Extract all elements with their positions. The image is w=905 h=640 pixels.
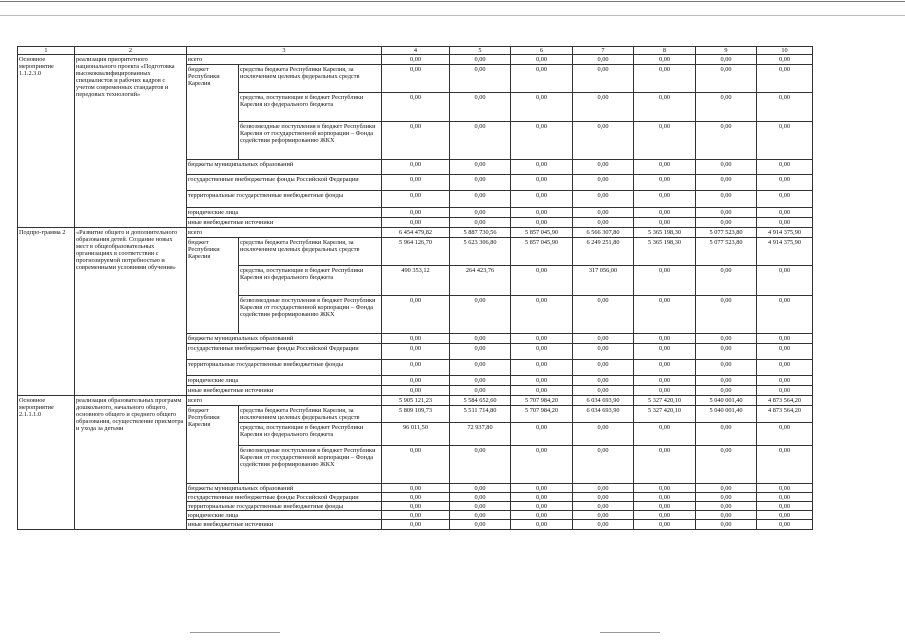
bottom-scan-mark [600,632,660,633]
value-cell: 0,00 [511,191,573,208]
value-cell: 0,00 [696,208,757,218]
value-cell: 0,00 [450,160,511,175]
table-row [18,228,813,238]
value-cell: 0,00 [634,208,696,218]
value-cell: 5 040 001,40 [696,396,757,406]
value-cell: 0,00 [511,65,573,93]
value-cell: 0,00 [757,484,813,493]
header-cell: 10 [757,47,813,55]
value-cell: 0,00 [450,511,511,520]
value-cell: 0,00 [382,520,450,529]
source-cell: территориальные государственные внебюджетные фонды [187,502,382,511]
value-cell: 0,00 [511,175,573,191]
value-cell: 0,00 [696,191,757,208]
value-cell: 0,00 [696,376,757,386]
source-cell: средства, поступающие в бюджет Республики Карелия из федерального бюджета [239,266,382,296]
value-cell: 0,00 [573,360,634,376]
value-cell: 317 056,00 [573,266,634,296]
value-cell: 0,00 [511,502,573,511]
value-cell: 0,00 [634,65,696,93]
value-cell: 0,00 [450,484,511,493]
value-cell: 0,00 [511,93,573,122]
budget-group-cell: бюджет Республики Карелия [187,65,239,160]
value-cell: 0,00 [634,93,696,122]
source-cell: территориальные государственные внебюджетные фонды [187,360,382,376]
value-cell: 72 937,80 [450,423,511,446]
status-cell: Подпро-грамма 2 [18,228,75,396]
value-cell: 0,00 [573,344,634,360]
value-cell: 0,00 [450,218,511,228]
value-cell: 0,00 [450,122,511,160]
value-cell: 0,00 [573,191,634,208]
value-cell: 0,00 [450,334,511,344]
value-cell: 0,00 [573,296,634,334]
value-cell: 0,00 [573,65,634,93]
value-cell: 0,00 [573,175,634,191]
status-cell: Основное мероприятие 1.1.2.3.0 [18,55,75,228]
value-cell: 5 707 984,20 [511,406,573,423]
table-row [18,396,813,406]
value-cell: 0,00 [573,446,634,484]
value-cell: 0,00 [757,160,813,175]
value-cell: 5 857 045,90 [511,228,573,238]
value-cell: 0,00 [634,266,696,296]
value-cell: 0,00 [696,334,757,344]
value-cell: 0,00 [696,386,757,396]
value-cell: 0,00 [511,446,573,484]
value-cell: 0,00 [450,502,511,511]
value-cell: 0,00 [634,334,696,344]
value-cell: 0,00 [696,511,757,520]
value-cell: 0,00 [573,208,634,218]
value-cell: 0,00 [634,191,696,208]
value-cell: 0,00 [757,446,813,484]
value-cell: 0,00 [511,344,573,360]
value-cell: 0,00 [382,386,450,396]
value-cell: 0,00 [634,344,696,360]
value-cell: 5 511 714,80 [450,406,511,423]
value-cell: 0,00 [696,160,757,175]
value-cell: 0,00 [757,93,813,122]
value-cell: 0,00 [757,423,813,446]
value-cell: 0,00 [757,360,813,376]
source-cell: средства, поступающие в бюджет Республики Карелия из федерального бюджета [239,423,382,446]
source-cell: юридические лица [187,208,382,218]
value-cell: 0,00 [634,386,696,396]
value-cell: 0,00 [757,334,813,344]
budget-table [17,46,813,530]
source-cell: средства бюджета Республики Карелия, за исключением целевых федеральных средств [239,238,382,266]
source-cell: всего [187,55,382,65]
value-cell: 0,00 [696,296,757,334]
value-cell: 0,00 [634,160,696,175]
value-cell: 0,00 [634,122,696,160]
name-cell: реализация приоритетного национального проекта «Подготовка высококвалифицированных специалистов и рабочих кадров с учетом современных стандартов и передовых технологий» [75,55,187,228]
source-cell: бюджеты муниципальных образований [187,484,382,493]
value-cell: 0,00 [634,446,696,484]
source-cell: иные внебюджетные источники [187,386,382,396]
value-cell: 0,00 [511,55,573,65]
value-cell: 0,00 [450,520,511,529]
value-cell: 0,00 [573,122,634,160]
value-cell: 0,00 [696,493,757,502]
source-cell: государственные внебюджетные фонды Российской Федерации [187,344,382,360]
value-cell: 0,00 [573,55,634,65]
value-cell: 0,00 [382,502,450,511]
value-cell: 0,00 [573,484,634,493]
value-cell: 0,00 [634,511,696,520]
value-cell: 0,00 [450,55,511,65]
value-cell: 0,00 [382,175,450,191]
value-cell: 0,00 [634,218,696,228]
value-cell: 0,00 [382,493,450,502]
value-cell: 0,00 [634,484,696,493]
header-cell: 9 [696,47,757,55]
value-cell: 0,00 [382,484,450,493]
value-cell: 0,00 [511,160,573,175]
value-cell: 0,00 [573,160,634,175]
source-cell: безвозмездные поступления в бюджет Республики Карелия от государственной корпорации – Фонда содействия реформированию ЖКХ [239,122,382,160]
value-cell: 0,00 [573,386,634,396]
value-cell: 5 077 523,80 [696,228,757,238]
value-cell: 0,00 [382,511,450,520]
value-cell: 0,00 [450,446,511,484]
header-cell: 4 [382,47,450,55]
value-cell: 0,00 [382,122,450,160]
value-cell: 0,00 [696,266,757,296]
value-cell: 5 905 121,23 [382,396,450,406]
value-cell: 0,00 [634,360,696,376]
value-cell: 0,00 [573,376,634,386]
value-cell: 5 365 198,30 [634,238,696,266]
value-cell: 0,00 [696,55,757,65]
value-cell: 0,00 [573,520,634,529]
value-cell: 5 040 001,40 [696,406,757,423]
value-cell: 0,00 [450,376,511,386]
value-cell: 0,00 [382,360,450,376]
value-cell: 0,00 [757,208,813,218]
value-cell: 0,00 [696,484,757,493]
value-cell: 0,00 [757,55,813,65]
value-cell: 4 873 564,20 [757,396,813,406]
value-cell: 0,00 [511,520,573,529]
value-cell: 0,00 [634,520,696,529]
name-cell: реализация образовательных программ дошкольного, начального общего, основного общего и среднего общего образования, осуществление присмотра и ухода за детьми [75,396,187,529]
value-cell: 0,00 [382,334,450,344]
value-cell: 0,00 [511,266,573,296]
value-cell: 264 423,76 [450,266,511,296]
top-scan-line [0,15,905,16]
value-cell: 6 034 693,90 [573,396,634,406]
value-cell: 6 034 693,90 [573,406,634,423]
value-cell: 0,00 [511,334,573,344]
value-cell: 0,00 [634,423,696,446]
value-cell: 0,00 [573,334,634,344]
value-cell: 0,00 [757,493,813,502]
source-cell: иные внебюджетные источники [187,520,382,529]
value-cell: 0,00 [450,493,511,502]
value-cell: 0,00 [634,376,696,386]
value-cell: 0,00 [757,65,813,93]
source-cell: бюджеты муниципальных образований [187,334,382,344]
name-cell: «Развитие общего и дополнительного образования детей. Создание новых мест в общеобразовательных организациях в соответствии с прогнозируемой потребностью и современными условиями обучения» [75,228,187,396]
value-cell: 490 353,12 [382,266,450,296]
value-cell: 0,00 [382,160,450,175]
value-cell: 0,00 [450,344,511,360]
header-cell: 5 [450,47,511,55]
source-cell: государственные внебюджетные фонды Российской Федерации [187,493,382,502]
value-cell: 5 327 420,10 [634,396,696,406]
header-cell: 6 [511,47,573,55]
value-cell: 0,00 [696,93,757,122]
source-cell: бюджеты муниципальных образований [187,160,382,175]
bottom-scan-mark [190,632,280,633]
top-scan-edge [0,1,905,2]
value-cell: 0,00 [757,386,813,396]
value-cell: 0,00 [757,191,813,208]
source-cell: территориальные государственные внебюджетные фонды [187,191,382,208]
header-cell: 8 [634,47,696,55]
value-cell: 0,00 [382,55,450,65]
value-cell: 0,00 [573,218,634,228]
value-cell: 4 873 564,20 [757,406,813,423]
value-cell: 0,00 [696,502,757,511]
value-cell: 0,00 [573,502,634,511]
value-cell: 0,00 [382,446,450,484]
source-cell: юридические лица [187,511,382,520]
value-cell: 0,00 [382,344,450,360]
value-cell: 0,00 [511,218,573,228]
source-cell: всего [187,228,382,238]
value-cell: 4 914 375,90 [757,228,813,238]
value-cell: 0,00 [450,208,511,218]
value-cell: 0,00 [634,493,696,502]
value-cell: 5 707 984,20 [511,396,573,406]
value-cell: 0,00 [573,493,634,502]
value-cell: 0,00 [511,511,573,520]
header-cell: 2 [75,47,187,55]
value-cell: 0,00 [450,65,511,93]
value-cell: 0,00 [450,360,511,376]
value-cell: 0,00 [511,423,573,446]
value-cell: 96 011,50 [382,423,450,446]
value-cell: 5 365 198,30 [634,228,696,238]
value-cell: 0,00 [450,296,511,334]
value-cell: 0,00 [382,65,450,93]
source-cell: государственные внебюджетные фонды Российской Федерации [187,175,382,191]
budget-group-cell: бюджет Республики Карелия [187,238,239,334]
value-cell: 0,00 [696,122,757,160]
value-cell: 0,00 [757,520,813,529]
value-cell: 0,00 [634,296,696,334]
value-cell: 0,00 [511,386,573,396]
value-cell: 0,00 [757,175,813,191]
value-cell: 0,00 [696,218,757,228]
source-cell: средства бюджета Республики Карелия, за исключением целевых федеральных средств [239,65,382,93]
value-cell: 0,00 [511,376,573,386]
value-cell: 0,00 [634,502,696,511]
source-cell: безвозмездные поступления в бюджет Республики Карелия от государственной корпорации – Фонда содействия реформированию ЖКХ [239,296,382,334]
value-cell: 5 077 523,80 [696,238,757,266]
value-cell: 5 857 045,90 [511,238,573,266]
table-row [18,55,813,65]
value-cell: 5 584 652,60 [450,396,511,406]
value-cell: 0,00 [757,502,813,511]
value-cell: 0,00 [382,93,450,122]
value-cell: 0,00 [696,520,757,529]
value-cell: 0,00 [634,175,696,191]
value-cell: 5 964 126,70 [382,238,450,266]
header-row [18,47,813,55]
value-cell: 0,00 [757,218,813,228]
value-cell: 0,00 [696,175,757,191]
source-cell: безвозмездные поступления в бюджет Республики Карелия от государственной корпорации – Фонда содействия реформированию ЖКХ [239,446,382,484]
table-body [18,47,813,530]
value-cell: 5 327 420,10 [634,406,696,423]
value-cell: 0,00 [450,175,511,191]
value-cell: 0,00 [757,296,813,334]
value-cell: 0,00 [511,360,573,376]
header-cell: 7 [573,47,634,55]
value-cell: 0,00 [696,65,757,93]
source-cell: иные внебюджетные источники [187,218,382,228]
value-cell: 0,00 [757,376,813,386]
value-cell: 0,00 [696,360,757,376]
value-cell: 0,00 [450,191,511,208]
source-cell: всего [187,396,382,406]
value-cell: 0,00 [696,446,757,484]
budget-group-cell: бюджет Республики Карелия [187,406,239,484]
value-cell: 0,00 [696,344,757,360]
value-cell: 0,00 [382,376,450,386]
value-cell: 0,00 [696,423,757,446]
header-cell: 1 [18,47,75,55]
value-cell: 0,00 [511,122,573,160]
value-cell: 6 566 307,80 [573,228,634,238]
value-cell: 4 914 375,90 [757,238,813,266]
value-cell: 0,00 [450,93,511,122]
value-cell: 5 623 306,80 [450,238,511,266]
status-cell: Основное мероприятие 2.1.1.1.0 [18,396,75,529]
value-cell: 0,00 [382,208,450,218]
value-cell: 6 454 479,82 [382,228,450,238]
value-cell: 0,00 [634,55,696,65]
value-cell: 0,00 [757,122,813,160]
value-cell: 0,00 [573,423,634,446]
value-cell: 5 809 109,73 [382,406,450,423]
value-cell: 0,00 [450,386,511,396]
source-cell: юридические лица [187,376,382,386]
source-cell: средства бюджета Республики Карелия, за исключением целевых федеральных средств [239,406,382,423]
value-cell: 0,00 [757,511,813,520]
value-cell: 0,00 [757,344,813,360]
value-cell: 0,00 [757,266,813,296]
source-cell: средства, поступающие в бюджет Республики Карелия из федерального бюджета [239,93,382,122]
value-cell: 0,00 [511,484,573,493]
value-cell: 0,00 [382,218,450,228]
value-cell: 0,00 [382,296,450,334]
value-cell: 0,00 [511,296,573,334]
value-cell: 5 887 730,56 [450,228,511,238]
value-cell: 0,00 [382,191,450,208]
header-cell: 3 [187,47,382,55]
value-cell: 6 249 251,80 [573,238,634,266]
value-cell: 0,00 [573,93,634,122]
value-cell: 0,00 [573,511,634,520]
value-cell: 0,00 [511,493,573,502]
value-cell: 0,00 [511,208,573,218]
